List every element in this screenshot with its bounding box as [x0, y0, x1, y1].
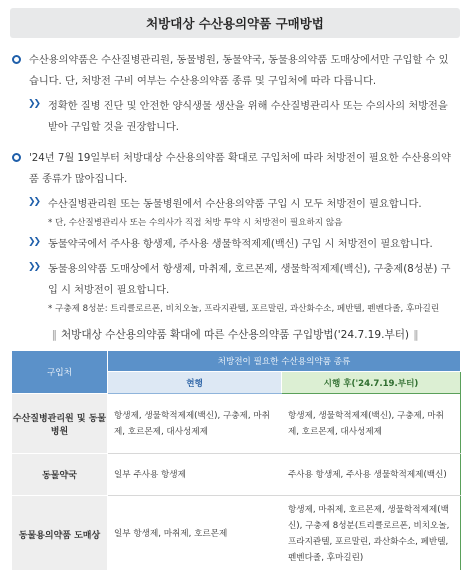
- row-current: 일부 주사용 항생제: [108, 454, 282, 496]
- table-caption-text: 처방대상 수산용의약품 확대에 따른 수산용의약품 구입방법('24.7.19.부터): [60, 329, 410, 341]
- section2-sub-note: * 구충제 8성분: 트리클로르폰, 비치오놀, 프라지콴텔, 포르말린, 과산화수소, 페반텔, 펜벤다졸, 후마길린: [48, 304, 440, 314]
- header-buyer: 구입처: [12, 351, 108, 394]
- row-after: 항생제, 생물학적제제(백신), 구충제, 마취제, 호르몬제, 대사성제제: [282, 394, 461, 454]
- section2-text: '24년 7월 19일부터 처방대상 수산용의약품 확대로 구입처에 따라 처방전이 필요한 수산용의약품 종류가 많아집니다.: [29, 153, 451, 185]
- row-current: 항생제, 생물학적제제(백신), 구충제, 마취제, 호르몬제, 대사성제제: [108, 394, 282, 454]
- row-buyer: 동물약국: [12, 454, 108, 496]
- caption-bar-left: ‖: [51, 329, 57, 341]
- double-chevron-right-icon: ❯❯: [28, 99, 40, 109]
- purchase-method-table: [11, 350, 461, 570]
- row-current: 일부 항생제, 마취제, 호르몬제: [108, 496, 282, 570]
- page-title: 처방대상 수산용의약품 구매방법: [10, 8, 460, 38]
- section2-sub-text: 동물용의약품 도매상에서 항생제, 마취제, 호르몬제, 생물학적제제(백신), 구충제(8성분) 구입 시 처방전이 필요합니다.: [48, 264, 451, 296]
- header-medicine-group: 처방전이 필요한 수산용의약품 종류: [108, 351, 461, 372]
- section-purchase-places: [12, 50, 458, 138]
- section2-sub-text: 동물약국에서 주사용 항생제, 주사용 생물학적제제(백신) 구입 시 처방전이 필요합니다.: [48, 239, 433, 250]
- row-buyer: 수산질병관리원 및 동물병원: [12, 394, 108, 454]
- row-after: 주사용 항생제, 주사용 생물학적제제(백신): [282, 454, 461, 496]
- caption-bar-right: ‖: [413, 329, 419, 341]
- section-prescription-expansion: [12, 148, 458, 318]
- table-row: [12, 394, 461, 454]
- section1-sub-text: 정확한 질병 진단 및 안전한 양식생물 생산을 위해 수산질병관리사 또는 수의사의 처방전을 받아 구입할 것을 권장합니다.: [48, 101, 448, 133]
- section2-sub-text: 수산질병관리원 또는 동물병원에서 수산용의약품 구입 시 모두 처방전이 필요합니다.: [48, 199, 422, 210]
- circle-bullet-icon: [12, 153, 21, 162]
- section1-text: 수산용의약품은 수산질병관리원, 동물병원, 동물약국, 동물용의약품 도매상에서만 구입할 수 있습니다. 단, 처방전 구비 여부는 수산용의약품 종류 및 구입처에 따라 다릅니다.: [29, 55, 449, 87]
- table-caption: [0, 327, 470, 342]
- double-chevron-right-icon: ❯❯: [28, 262, 40, 272]
- circle-bullet-icon: [12, 55, 21, 64]
- header-after: 시행 후('24.7.19.부터): [282, 372, 461, 394]
- section2-sub-note: * 단, 수산질병관리사 또는 수의사가 직접 처방 투약 시 처방전이 필요하지 않음: [48, 218, 343, 228]
- double-chevron-right-icon: ❯❯: [28, 197, 40, 207]
- row-buyer: 동물용의약품 도매상: [12, 496, 108, 570]
- table-row: [12, 454, 461, 496]
- header-current: 현행: [108, 372, 282, 394]
- table-row: [12, 496, 461, 570]
- double-chevron-right-icon: ❯❯: [28, 237, 40, 247]
- row-after: 항생제, 마취제, 호르몬제, 생물학적제제(백신), 구충제 8성분(트리클로르폰, 비치오놀, 프라지콴텔, 포르말린, 과산화수소, 페반텔, 펜벤다졸, 후마길린): [282, 496, 461, 570]
